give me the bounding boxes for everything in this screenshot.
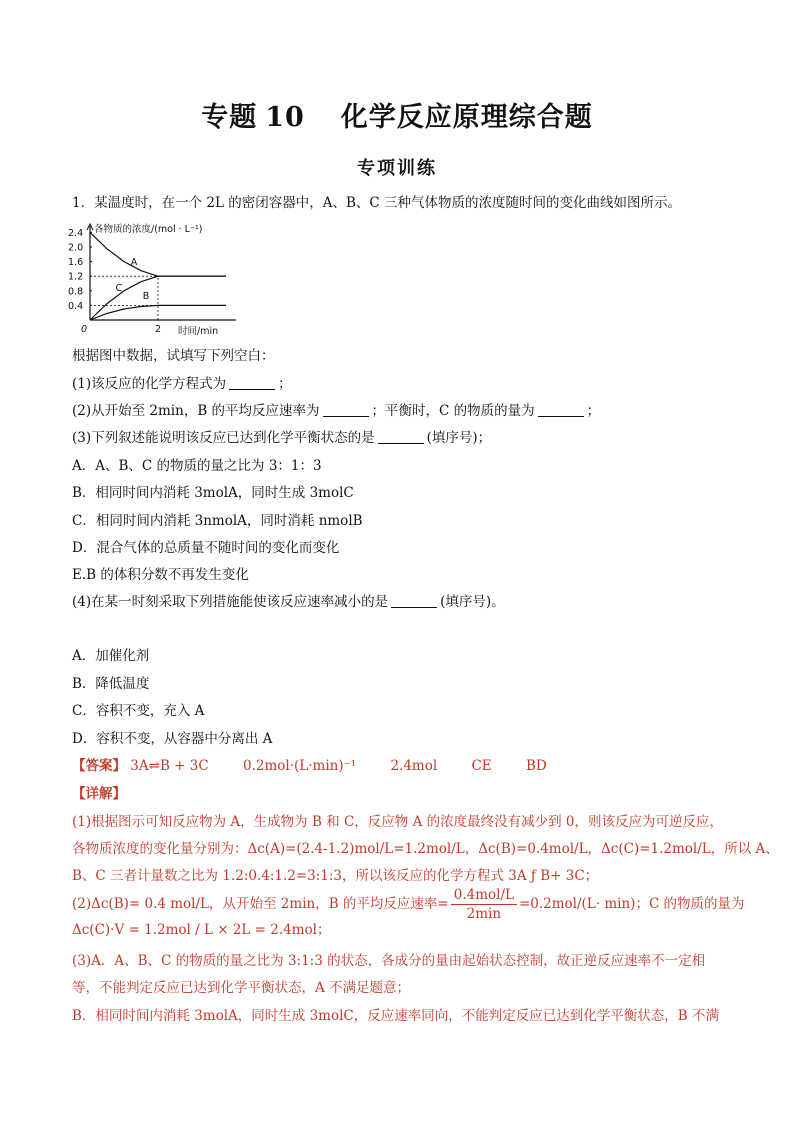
q4-end: (填序号)。 (440, 594, 505, 610)
question-4 (72, 592, 505, 612)
q2-blank-2 (538, 402, 584, 417)
detail-p3-line: 等，不能判定反应已达到化学平衡状态，A 不满足题意； (72, 980, 411, 996)
q2-text-a: (2)从开始至 2min，B 的平均反应速率为 (72, 403, 320, 419)
y-tick-label: 0.8 (68, 286, 84, 298)
q4-option: A．加催化剂 (72, 648, 150, 664)
y-tick-label: 1.2 (68, 271, 84, 283)
section-subtitle: 专项训练 (357, 158, 437, 179)
q3-option: E.B 的体积分数不再发生变化 (72, 567, 249, 583)
detail-label: 【详解】 (72, 786, 126, 802)
fraction-denominator: 2min (466, 906, 502, 922)
q1-blank (229, 375, 275, 390)
y-tick-label: 1.6 (68, 257, 84, 269)
answer-item: 3A⇌B + 3C (130, 758, 209, 774)
detail-p1-line: (1)根据图示可知反应物为 A，生成物为 B 和 C，反应物 A 的浓度最终没有减少到 0，则该反应为可逆反应， (72, 814, 723, 830)
x-axis-label: 时间/min (178, 326, 219, 337)
q4-text: (4)在某一时刻采取下列措施能使该反应速率减小的是 (72, 594, 389, 610)
q1-text: (1)该反应的化学方程式为 (72, 376, 227, 392)
title-text: 化学反应原理综合题 (340, 102, 593, 133)
y-tick-label: 0.4 (68, 300, 84, 312)
question-2 (72, 401, 600, 421)
q3-option: C．相同时间内消耗 3nmolA，同时消耗 nmolB (72, 513, 363, 529)
q4-option: B．降低温度 (72, 676, 150, 692)
series-label-A: A (130, 257, 138, 269)
page-title (0, 95, 794, 134)
answer-label: 【答案】 (72, 758, 126, 774)
q3-option: A．A、B、C 的物质的量之比为 3：1：3 (72, 458, 322, 474)
y-tick-label: 2.0 (68, 242, 84, 254)
q3-blank (378, 429, 424, 444)
answer-row (72, 756, 577, 776)
detail-p1-line: B、C 三者计量数之比为 1.2:0.4:1.2=3:1:3，所以该反应的化学方程式 3A ƒ B+ 3C； (72, 868, 599, 884)
detail-p2-text-a: (2)Δc(B)= 0.4 mol/L，从开始至 2min，B 的平均反应速率= (72, 896, 449, 912)
concentration-chart (66, 218, 246, 340)
detail-p2-text-b: =0.2mol/(L· min)；C 的物质的量为 (518, 896, 745, 912)
fraction-numerator: 0.4mol/L (451, 886, 517, 905)
answer-item: 0.2mol·(L·min)⁻¹ (242, 758, 357, 774)
series-label-C: C (115, 282, 123, 294)
detail-p2-line (72, 886, 745, 923)
q3-end: (填序号)； (426, 430, 492, 446)
q1-end: ； (278, 376, 292, 392)
title-number: 10 (265, 102, 305, 133)
q2-text-b: ；平衡时，C 的物质的量为 (371, 403, 535, 419)
title-prefix: 专题 (201, 102, 258, 133)
series-line-A (90, 232, 226, 276)
detail-p1-line: 各物质浓度的变化量分别为：Δc(A)=(2.4-1.2)mol/L=1.2mol/L，Δc(B)=0.4mol/L，Δc(C)=1.2mol/L，所以 A、 (72, 841, 779, 857)
answer-item: BD (525, 758, 547, 774)
question-3 (72, 428, 491, 448)
x-tick-label: 2 (155, 324, 162, 335)
q3-option: D．混合气体的总质量不随时间的变化而变化 (72, 540, 340, 556)
q3-text: (3)下列叙述能说明该反应已达到化学平衡状态的是 (72, 430, 375, 446)
question-1 (72, 374, 292, 394)
answer-item: CE (471, 758, 492, 774)
q2-end: ； (586, 403, 601, 419)
detail-p3-line: B．相同时间内消耗 3molA，同时生成 3molC，反应速率同向，不能判定反应已达到化学平衡状态，B 不满 (72, 1008, 719, 1024)
question-intro: 1．某温度时，在一个 2L 的密闭容器中，A、B、C 三种气体物质的浓度随时间的变化曲线如图所示。 (72, 195, 682, 211)
q4-option: D．容积不变，从容器中分离出 A (72, 731, 273, 747)
answer-item: 2.4mol (390, 758, 438, 774)
detail-p2-line: Δc(C)·V = 1.2mol / L × 2L = 2.4mol； (72, 922, 331, 938)
y-tick-label: 2.4 (68, 227, 84, 239)
detail-p3-line: (3)A．A、B、C 的物质的量之比为 3:1:3 的状态，各成分的量由起始状态控制，故正逆反应速率不一定相 (72, 953, 706, 969)
y-axis-label: 各物质的浓度/(mol · L⁻¹) (94, 224, 203, 235)
question-prompt: 根据图中数据，试填写下列空白： (72, 348, 275, 364)
rate-fraction (451, 886, 517, 923)
q4-blank (391, 593, 437, 608)
q4-option: C．容积不变，充入 A (72, 703, 205, 719)
q2-blank-1 (323, 402, 369, 417)
series-label-B: B (142, 290, 150, 302)
x-tick-label: 0 (81, 324, 88, 335)
q3-option: B．相同时间内消耗 3molA，同时生成 3molC (72, 485, 354, 501)
